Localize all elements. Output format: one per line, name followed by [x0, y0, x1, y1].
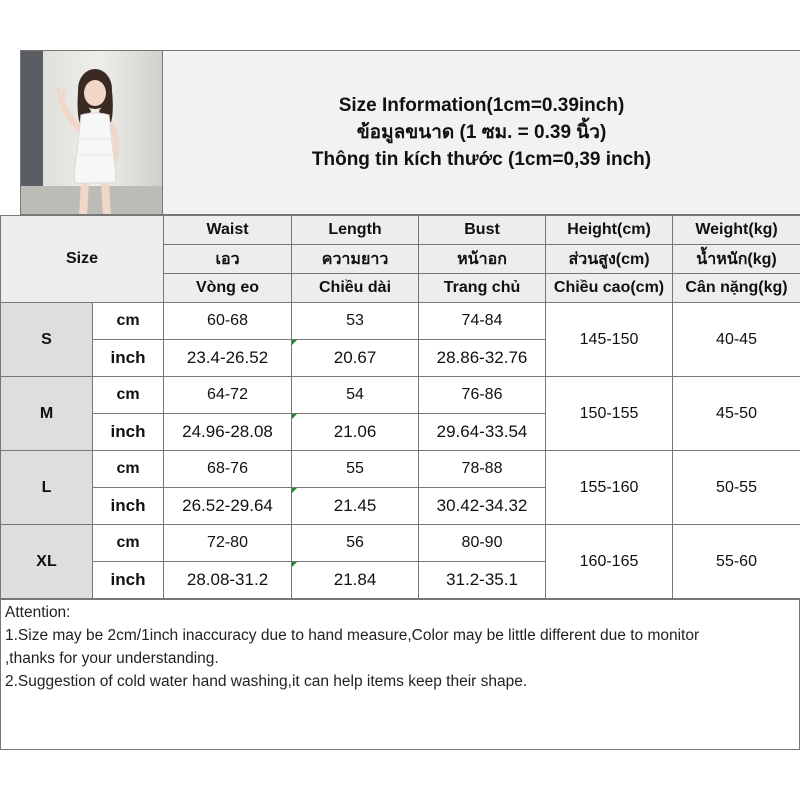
size-label: M [1, 377, 93, 451]
col-waist-th: เอว [164, 245, 292, 274]
banner-title-en: Size Information(1cm=0.39inch) [338, 95, 625, 116]
length-cm: 54 [292, 377, 419, 414]
bust-inch: 28.86-32.76 [419, 340, 546, 377]
length-cm: 53 [292, 303, 419, 340]
cell-marker-icon [292, 562, 297, 567]
table-row [1, 377, 800, 414]
bust-inch: 31.2-35.1 [419, 562, 546, 599]
height-value: 145-150 [546, 303, 673, 377]
size-label: L [1, 451, 93, 525]
unit-inch: inch [93, 562, 164, 599]
col-bust-th: หน้าอก [419, 245, 546, 274]
cell-marker-icon [292, 414, 297, 419]
height-value: 155-160 [546, 451, 673, 525]
unit-inch: inch [93, 414, 164, 451]
table-row [1, 303, 800, 340]
waist-cm: 68-76 [164, 451, 292, 488]
size-table [0, 215, 800, 599]
weight-value: 55-60 [673, 525, 800, 599]
weight-value: 40-45 [673, 303, 800, 377]
model-photo [20, 50, 163, 215]
col-weight-vi: Cân nặng(kg) [673, 274, 800, 303]
unit-cm: cm [93, 451, 164, 488]
unit-inch: inch [93, 488, 164, 525]
size-info-banner [163, 50, 800, 215]
bust-cm: 80-90 [419, 525, 546, 562]
bust-cm: 78-88 [419, 451, 546, 488]
waist-cm: 72-80 [164, 525, 292, 562]
table-row [1, 451, 800, 488]
cell-marker-icon [292, 488, 297, 493]
unit-cm: cm [93, 303, 164, 340]
attention-line-1: 1.Size may be 2cm/1inch inaccuracy due to hand measure,Color may be little different due to monitor [5, 627, 700, 644]
size-label: XL [1, 525, 93, 599]
length-inch-value: 21.06 [333, 422, 377, 441]
waist-inch: 28.08-31.2 [164, 562, 292, 599]
col-height-vi: Chiều cao(cm) [546, 274, 673, 303]
unit-cm: cm [93, 525, 164, 562]
waist-inch: 24.96-28.08 [164, 414, 292, 451]
length-cm: 55 [292, 451, 419, 488]
banner-title-th: ข้อมูลขนาด (1 ซม. = 0.39 นิ้ว) [356, 122, 607, 143]
bust-cm: 76-86 [419, 377, 546, 414]
length-inch [292, 414, 419, 451]
attention-title: Attention: [5, 604, 71, 621]
cell-marker-icon [292, 340, 297, 345]
waist-cm: 60-68 [164, 303, 292, 340]
attention-line-2: ,thanks for your understanding. [5, 650, 219, 667]
waist-inch: 26.52-29.64 [164, 488, 292, 525]
length-inch-value: 21.84 [333, 570, 377, 589]
attention-line-3: 2.Suggestion of cold water hand washing,it can help items keep their shape. [5, 673, 528, 690]
weight-value: 50-55 [673, 451, 800, 525]
col-length-th: ความยาว [292, 245, 419, 274]
height-value: 160-165 [546, 525, 673, 599]
length-inch-value: 21.45 [333, 496, 377, 515]
length-inch [292, 562, 419, 599]
col-weight-en: Weight(kg) [673, 216, 800, 245]
size-label: S [1, 303, 93, 377]
model-figure-icon [21, 51, 163, 215]
length-inch [292, 340, 419, 377]
weight-value: 45-50 [673, 377, 800, 451]
length-inch [292, 488, 419, 525]
col-waist-vi: Vòng eo [164, 274, 292, 303]
banner-title-vi: Thông tin kích thước (1cm=0,39 inch) [311, 149, 652, 170]
table-row [1, 525, 800, 562]
header-row-en [1, 216, 800, 245]
waist-inch: 23.4-26.52 [164, 340, 292, 377]
bust-cm: 74-84 [419, 303, 546, 340]
col-height-th: ส่วนสูง(cm) [546, 245, 673, 274]
height-value: 150-155 [546, 377, 673, 451]
col-bust-en: Bust [419, 216, 546, 245]
bust-inch: 29.64-33.54 [419, 414, 546, 451]
length-inch-value: 20.67 [333, 348, 377, 367]
col-length-vi: Chiều dài [292, 274, 419, 303]
size-column-header: Size [1, 216, 164, 303]
bust-inch: 30.42-34.32 [419, 488, 546, 525]
unit-cm: cm [93, 377, 164, 414]
col-length-en: Length [292, 216, 419, 245]
length-cm: 56 [292, 525, 419, 562]
unit-inch: inch [93, 340, 164, 377]
col-weight-th: น้ำหนัก(kg) [673, 245, 800, 274]
waist-cm: 64-72 [164, 377, 292, 414]
attention-notes [0, 599, 800, 750]
col-height-en: Height(cm) [546, 216, 673, 245]
col-bust-vi: Trang chủ [419, 274, 546, 303]
col-waist-en: Waist [164, 216, 292, 245]
